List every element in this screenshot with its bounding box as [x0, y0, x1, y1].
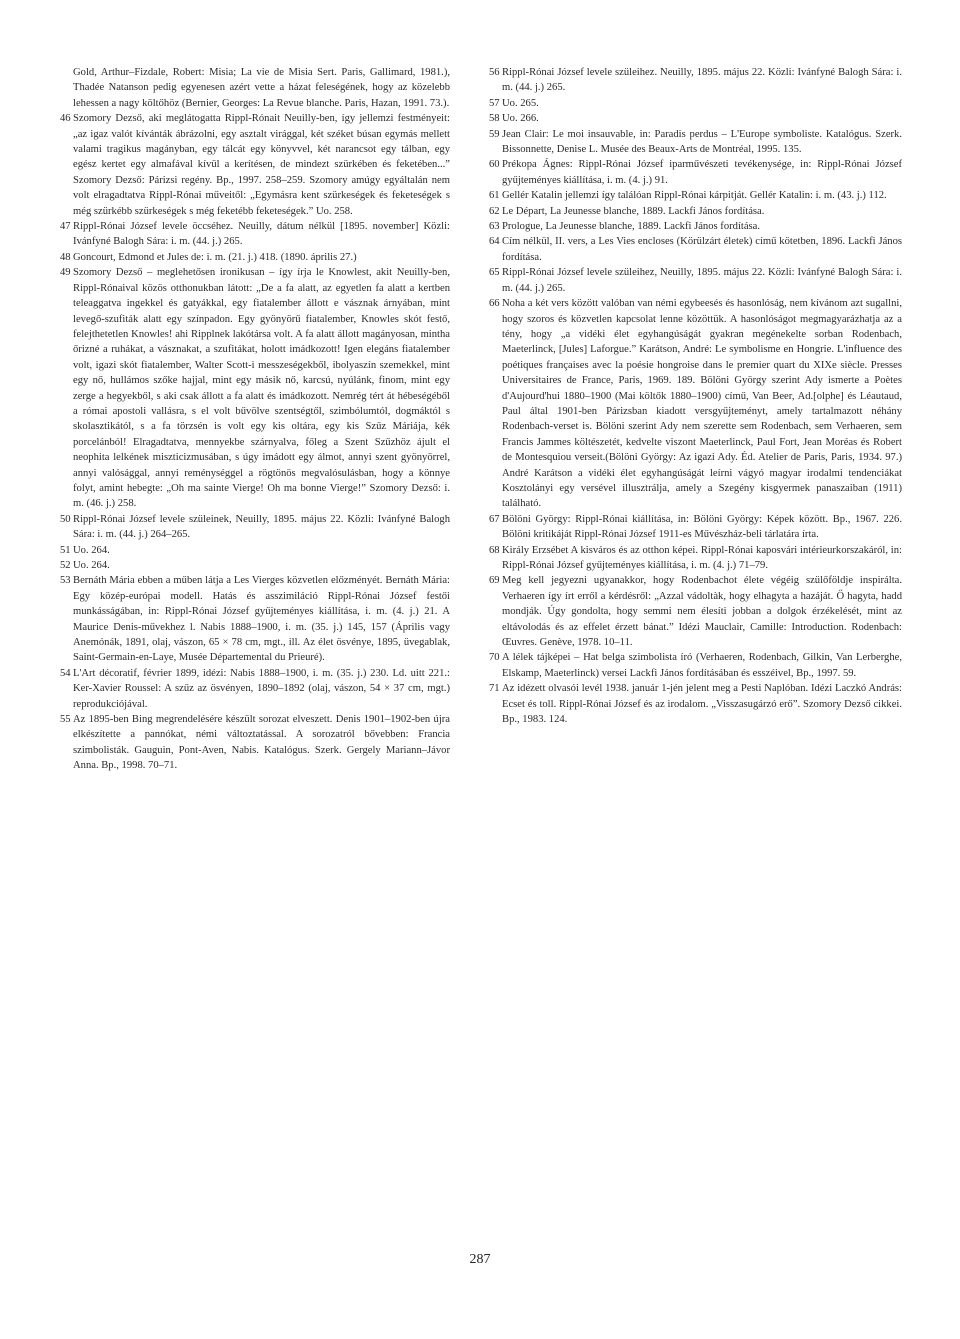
- footnote-text: Prékopa Ágnes: Rippl-Rónai József iparművészeti tevékenysége, in: Rippl-Rónai József gyűjteményes kiállítása, i. m. (4. j.) 91.: [502, 159, 902, 186]
- footnote: [489, 65, 902, 96]
- footnote-text: Rippl-Rónai József levele szüleihez. Neuilly, 1895. május 22. Közli: Ivánfyné Balogh Sára: i. m. (44. j.) 265.: [502, 67, 902, 94]
- footnote-text: Gellér Katalin jellemzi így találóan Rippl-Rónai kárpitját. Gellér Katalin: i. m. (43. j.) 112.: [502, 190, 887, 202]
- footnote: [489, 204, 902, 219]
- footnote-number: 49: [60, 267, 71, 279]
- footnote-number: 69: [489, 575, 500, 587]
- footnote-text: Az 1895-ben Bing megrendelésére készült sorozat elveszett. Denis 1901–1902-ben újra elkészítette a pannókat, némi változtatással. A sorozatról bővebben: Francia szimbolisták. Gauguin, Pont-Aven, Nabis. Katalógus. Szerk. Gergely Mariann–Jávor Anna. Bp., 1998. 70–71.: [73, 714, 450, 772]
- footnote-text: Szomory Dezső – meglehetősen ironikusan – így írja le Knowlest, akit Neuilly-ben, Rippl-Rónaival közös otthonukban látott: „De a fa alatt, az egyetlen fa alatt a kertben teleaggatva ingekkel és gatyákkal, egy fiatalember állott e vásznak árnyában, mint levegő-szufiták alatt egy színpadon. Egy gyönyörű fiatalember, Knowles skót festő, felejthetetlen Knowles! ahi Ripplnek lakótársa volt. A fa alatt állott magányosan, mintha őrizné a ruhákat, a vásznakat, a szufitákat, holott imádkozott! Igen elegáns fiatalember volt, igazi skót fiatalember, Walter Scott-i messzeségekből, ibolyaszín szemekkel, mint egy nő, hullámos szőke hajjal, mint egy másik nő, karcsú, nyúlánk, finom, mint egy zerge a hegyekből, s aki csak állott a fa alatt és imádkozott. Nemrég tért át hébeségéből a római apostoli vallásra, s el volt bűvölve szentségtől, szimbólumtól, dogmáktól s skolasztikától, s a fa törzsén is volt egy kis oltára, egy kis Szűz Máriája, kék porcelánból! Elragadtatva, mennyekbe szárnyalva, főleg a Szent Szűzhöz ájult el neophita lelkének miszticizmusában, s úgy imádott egy álmot, annyi szent gyönyörrel, annyi valósággal, annyi reménységgel a rögtönös megvalósulásban, hogy a könnye folyt, amint hebegte: „Oh ma sainte Vierge! Oh ma bonne Vierge!” Szomory Dezső: i. m. (46. j.) 258.: [73, 267, 450, 510]
- footnote-number: 47: [60, 221, 71, 233]
- footnote: [489, 573, 902, 650]
- footnote: [489, 111, 902, 126]
- footnote-number: 48: [60, 251, 71, 263]
- footnote-text: Rippl-Rónai József levele öccséhez. Neuilly, dátum nélkül [1895. november] Közli: Ivánfyné Balogh Sára: i. m. (44. j.) 265.: [73, 221, 450, 248]
- footnote-text: Jean Clair: Le moi insauvable, in: Paradis perdus – L'Europe symboliste. Katalógus. Szerk. Bissonnette, Denise L. Musée des Beaux-Arts de Montréal, 1995. 135.: [502, 128, 902, 156]
- footnote-text: Rippl-Rónai József levele szüleinek, Neuilly, 1895. május 22. Közli: Ivánfyné Balogh Sára: i. m. (44. j.) 264–265.: [73, 513, 450, 541]
- footnote-number: 67: [489, 513, 500, 525]
- footnote: [489, 234, 902, 265]
- footnote: [489, 650, 902, 681]
- footnote-number: 65: [489, 267, 500, 279]
- footnote-number: 57: [489, 97, 500, 109]
- footnote: [60, 111, 450, 219]
- footnote: [60, 219, 450, 250]
- footnote-number: 56: [489, 67, 500, 78]
- footnote: [489, 543, 902, 574]
- footnote-text: Bernáth Mária ebben a műben látja a Les Vierges közvetlen előzményét. Bernáth Mária: Egy közép-európai modell. Hatás és asszimiláció Rippl-Rónai József festői munkásságában, in: Rippl-Rónai József gyűjteményes kiállítása, i. m. (4. j.) 21. A Maurice Denis-művekhez l. Nabis 1888–1900, i. m. (35. j.) 145, 157 (Április vagy Anemónák, 1891, olaj, vászon, 65 × 78 cm, mgt., ill. Az élet ösvénye, 1895, üvegablak, Saint-Germain-en-Laye, Musée Départemental du Prieuré).: [73, 575, 450, 664]
- footnote: [489, 219, 902, 234]
- footnote-text: Goncourt, Edmond et Jules de: i. m. (21. j.) 418. (1890. április 27.): [73, 251, 357, 263]
- footnote-number: 50: [60, 513, 71, 525]
- page-number: 287: [469, 1252, 491, 1267]
- right-column: [489, 65, 902, 727]
- footnote-number: 68: [489, 544, 500, 556]
- footnote-number: 53: [60, 575, 71, 587]
- footnote: [60, 712, 450, 774]
- footnote-text: Prologue, La Jeunesse blanche, 1889. Lackfi János fordítása.: [502, 221, 761, 233]
- footnote: [489, 512, 902, 543]
- footnote: [60, 543, 450, 558]
- footnote-number: 70: [489, 652, 500, 664]
- footnote-text: Szomory Dezső, aki meglátogatta Rippl-Rónait Neuilly-ben, így jellemzi festményeit: „az igaz valót kívánták ábrázolni, egy asztalt virággal, két széket búsan egymás mellett valami tragikus magányban, egy tálcát egy könyvvel, két narancsot egy tálban, egy egész kertet egy almafával kívül a kerítésen, de mindezt szürkében és feketében...” Szomory Dezső: Párizsi regény. Bp., 1997. 258–259. Szomory amúgy egyáltalán nem volt elragadtatva Rippl-Rónai műveitől: „Egymásra kent szürkeségek és feketeségek s még szürkébb szürkeségek s még feketébb feketeségek.” Uo. 258.: [73, 113, 450, 217]
- footnote: [60, 666, 450, 712]
- footnote: [489, 681, 902, 727]
- footnote-number: 58: [489, 113, 500, 125]
- footnote: [60, 265, 450, 512]
- footnote: [60, 250, 450, 265]
- footnote-text: Uo. 264.: [73, 544, 110, 556]
- footnote-text: Cím nélkül, II. vers, a Les Vies encloses (Körülzárt életek) című kötetben, 1896. Lackfi János fordítása.: [502, 236, 902, 263]
- footnote-number: 61: [489, 190, 500, 202]
- footnote-number: 60: [489, 159, 500, 171]
- footnote-text: Gold, Arthur–Fizdale, Robert: Misia; La vie de Misia Sert. Paris, Gallimard, 1981.), Thadée Natanson pedig egyenesen azért vette a házat feleségének, hogy az közelebb lehessen a nagy költőhöz (Bernier, Georges: La Revue blanche. Paris, Hazan, 1991. 73.).: [73, 67, 450, 109]
- footnote: [489, 127, 902, 158]
- footnote: [60, 573, 450, 665]
- footnote-text: Noha a két vers között valóban van némi egybeesés és hasonlóság, nem kívánom azt sugallni, hogy szoros és közvetlen kapcsolat lenne közöttük. A hasonlóságot megmagyarázhatja az a tény, hogy „a vidéki élet egyhangúságát gyakran megénekelte sorban Rodenbach, Maeterlinck, [Jules] Laforgue.” Karátson, André: Le symbolisme en Hongrie. L'influence des poétiques françaises avec la poésie hongroise dans le premier quart du XIXe siècle. Presses Universitaires de France, Paris, 1969. 189. Bölöni György szerint Ady ismerte a Poètes d'Aujourd'hui 1880–1900 (Mai költők 1880–1900) című, Van Beer, Ad.[olphe] és Léautaud, Paul által 1901-ben Párizsban kiadott versgyűjteményt, amely tartalmazott néhány Rodenbach-verset is. Bölöni szerint Ady nem szerette sem Rodenbach, sem Verhaeren, sem Francis Jammes költészetét, kedvelte viszont Maeterlinck, Paul Fort, Jean Moréas és Robert de Montesquiou verseit.(Bölöni György: Az igazi Ady. Éd. Atelier de Paris, Paris, 1934. 97.) André Karátson a vidéki élet egyhangúságát leírni vágyó magyar irodalmi tendenciákat Kosztolányi egy versével illusztrálja, amely a Szegény kisgyermek panaszaiban (1911) található.: [502, 298, 902, 510]
- footnote: [489, 188, 902, 203]
- footnote-text: Bölöni György: Rippl-Rónai kiállítása, in: Bölöni György: Képek között. Bp., 1967. 226. Bölöni kritikáját Rippl-Rónai József 1911-es Művészház-beli tárlatára írta.: [502, 513, 902, 541]
- footnote-number: 55: [60, 714, 71, 726]
- footnote-text: Le Départ, La Jeunesse blanche, 1889. Lackfi János fordítása.: [502, 205, 765, 217]
- footnote-number: 54: [60, 667, 71, 679]
- footnote-number: 59: [489, 128, 500, 140]
- footnote-text: Uo. 264.: [73, 560, 110, 571]
- footnote-text: Király Erzsébet A kisváros és az otthon képei. Rippl-Rónai kaposvári intérieurkorszakáról, in: Rippl-Rónai József gyűjteményes kiállítása, i. m. (4. j.) 71–79.: [502, 544, 902, 571]
- footnote-number: 63: [489, 221, 500, 233]
- footnote-text: Rippl-Rónai József levele szüleihez, Neuilly, 1895. május 22. Közli: Ivánfyné Balogh Sára: i. m. (44. j.) 265.: [502, 267, 902, 294]
- footnote-text: Uo. 265.: [502, 97, 539, 109]
- footnote-number: 46: [60, 113, 71, 125]
- footnote-number: 71: [489, 683, 500, 695]
- footnote: [489, 296, 902, 512]
- footnote-text: Uo. 266.: [502, 113, 539, 125]
- footnote-number: 52: [60, 560, 71, 571]
- footnote-continuation: [60, 65, 450, 111]
- footnote-number: 66: [489, 298, 500, 310]
- footnote-text: L'Art décoratif, février 1899, idézi: Nabis 1888–1900, i. m. (35. j.) 230. Ld. uitt 221.: Ker-Xavier Roussel: A szűz az ösvényen, 1890–1892 (olaj, vászon, 54 × 37 cm, mgt.) reprodukciójával.: [73, 667, 450, 710]
- left-column: [60, 65, 450, 774]
- footnote: [489, 265, 902, 296]
- footnote: [60, 512, 450, 543]
- footnote: [489, 96, 902, 111]
- footnote: [60, 558, 450, 573]
- footnote-text: Az idézett olvasói levél 1938. január 1-jén jelent meg a Pesti Naplóban. Idézi Laczkó András: Ecset és toll. Rippl-Rónai József és az irodalom. „Visszasugárzó erő”. Szomory Dezső cikkei. Bp., 1983. 124.: [502, 683, 902, 726]
- footnote-number: 62: [489, 205, 500, 217]
- footnote-text: Meg kell jegyezni ugyanakkor, hogy Rodenbachot élete végéig szülőföldje inspirálta. Verhaeren így írt erről a kérdésről: „Azzal vádoltàk, hogy elhagyta a hazáját. Ő hagyta, hadd mondják. Úgy gondolta, hogy semmi nem élesíti jobban a dolgok érzékelését, mint az eltávolodás és az effelet érzett bánat.” Idézi Mauclair, Camille: Introduction. Rodenbach: Œuvres. Genève, 1978. 10–11.: [502, 575, 902, 649]
- footnote: [489, 157, 902, 188]
- footnote-number: 64: [489, 236, 500, 248]
- footnote-number: 51: [60, 544, 71, 556]
- footnote-text: A lélek tájképei – Hat belga szimbolista író (Verhaeren, Rodenbach, Gilkin, Van Lerberghe, Elskamp, Maeterlinck) versei Lackfi János fordításában és esszéivel, Bp., 1997. 59.: [502, 652, 902, 679]
